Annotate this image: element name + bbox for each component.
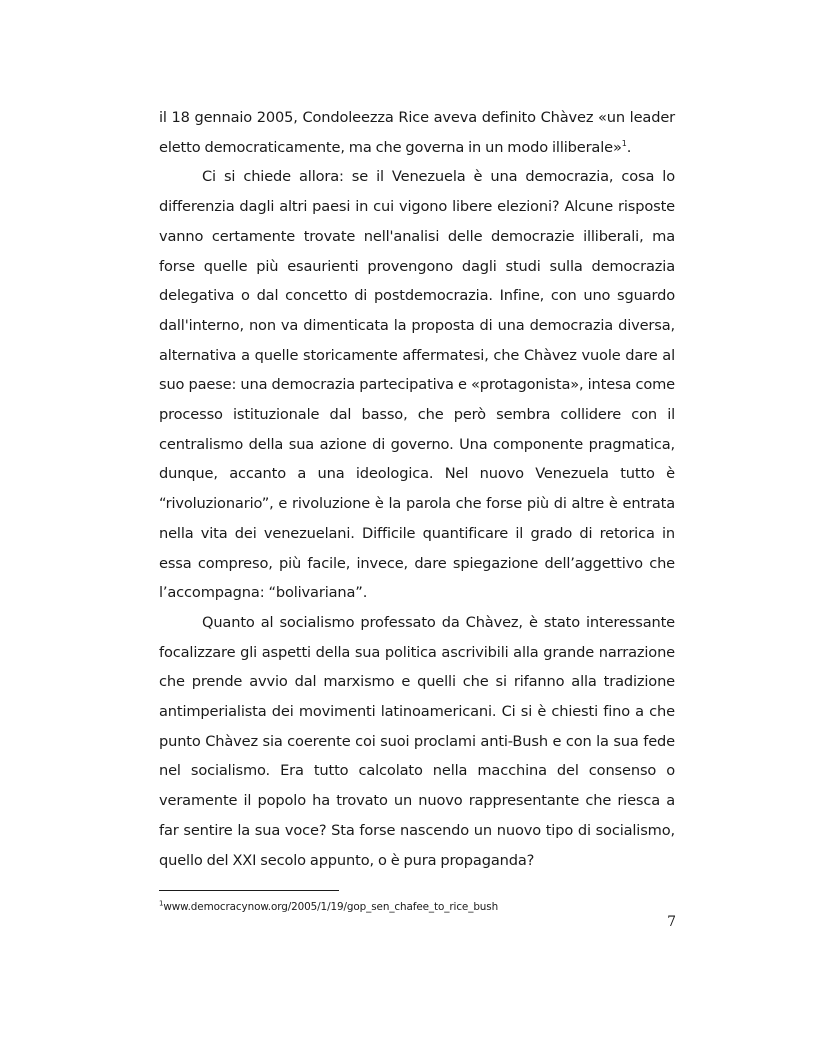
page-number: 7 — [667, 914, 676, 930]
paragraph-2: Ci si chiede allora: se il Venezuela è una democrazia, cosa lo differenzia dagli altri paesi in cui vigono libere elezioni? Alcune risposte vanno certamente trovate nell'analisi delle democrazie illiberali, ma forse quelle più esaurienti provengono dagli studi sulla democrazia delegativa o dal concetto di postdemocrazia. Infine, con uno sguardo dall'interno, non va dimenticata la proposta di una democrazia diversa, alternativa a quelle storicamente affermatesi, che Chàvez vuole dare al suo paese: una democrazia partecipativa e «protagonista», intesa come processo istituzionale dal basso, che però sembra collidere con il centralismo della sua azione di governo. Una componente pragmatica, dunque, accanto a una ideologica. Nel nuovo Venezuela tutto è “rivoluzionario”, e rivoluzione è la parola che forse più di altre è entrata nella vita dei venezuelani. Difficile quantificare il grado di retorica in essa compreso, più facile, invece, dare spiegazione dell’aggettivo che l’accompagna: “bolivariana”. — [159, 168, 675, 602]
paragraph-1-tail: . — [626, 138, 632, 156]
footnote-1 — [159, 899, 679, 915]
paragraph-1-text: il 18 gennaio 2005, Condoleezza Rice aveva definito Chàvez «un leader eletto democraticamente, ma che governa in un modo illiberale» — [159, 109, 675, 156]
paragraph-1 — [159, 103, 675, 162]
body-text — [159, 103, 675, 875]
footnote-mark: 1 — [159, 899, 164, 908]
footnote-separator — [159, 890, 339, 891]
footnote-url[interactable]: www.democracynow.org/2005/1/19/gop_sen_chafee_to_rice_bush — [163, 901, 499, 913]
paragraph-3: Quanto al socialismo professato da Chàvez, è stato interessante focalizzare gli aspetti della sua politica ascrivibili alla grande narrazione che prende avvio dal marxismo e quelli che si rifanno alla tradizione antimperialista dei movimenti latinoamericani. Ci si è chiesti fino a che punto Chàvez sia coerente coi suoi proclami anti-Bush e con la sua fede nel socialismo. Era tutto calcolato nella macchina del consenso o veramente il popolo ha trovato un nuovo rappresentante che riesca a far sentire la sua voce? Sta forse nascendo un nuovo tipo di socialismo, quello del XXI secolo appunto, o è pura propaganda? — [159, 613, 675, 869]
footnote-reference[interactable]: 1 — [621, 138, 627, 148]
